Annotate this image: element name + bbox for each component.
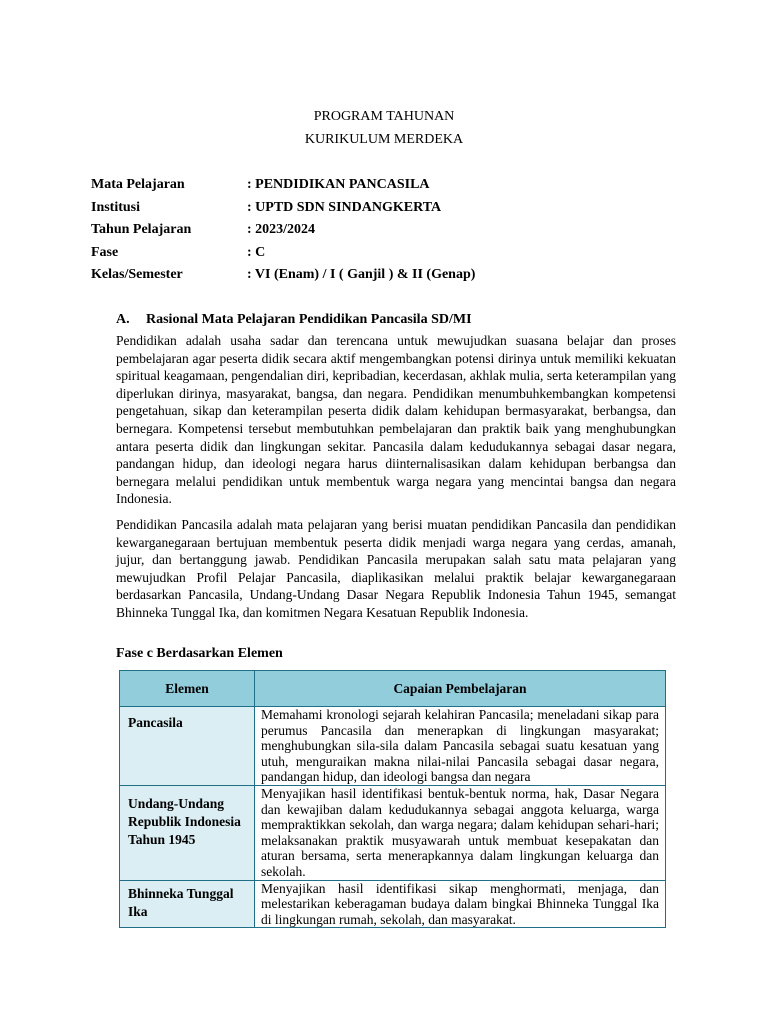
capaian-cell: Menyajikan hasil identifikasi sikap menghormati, menjaga, dan melestarikan keberagaman budaya dalam bingkai Bhinneka Tunggal Ika di lingkungan rumah, sekolah, dan masyarakat. xyxy=(255,880,666,928)
table-row xyxy=(120,707,666,786)
column-header-capaian: Capaian Pembelajaran xyxy=(255,671,666,707)
rationale-paragraph-1: Pendidikan adalah usaha sadar dan terencana untuk mewujudkan suasana belajar dan proses pembelajaran agar peserta didik secara aktif mengembangkan potensi dirinya untuk memiliki kekuatan spiritual keagamaan, pengendalian diri, kepribadian, kecerdasan, akhlak mulia, serta keterampilan yang diperlukan dirinya, masyarakat, bangsa, dan negara. Pendidikan menumbuhkembangkan kompetensi pengetahuan, sikap dan keterampilan peserta didik dalam kehidupan bermasyarakat, berbangsa, dan bernegara. Kompetensi tersebut membutuhkan pembelajaran dan praktik baik yang menghubungkan antara peserta didik dan lingkungan sekitar. Pancasila dalam kedudukannya sebagai dasar negara, pandangan hidup, dan ideologi negara harus diinternalisasikan dalam kehidupan berbangsa dan bernegara melalui pendidikan untuk membentuk warga negara yang mencintai bangsa dan negara Indonesia. xyxy=(116,333,676,507)
fase-heading: Fase c Berdasarkan Elemen xyxy=(116,646,283,661)
section-title: Rasional Mata Pelajaran Pendidikan Pancasila SD/MI xyxy=(146,312,472,327)
identity-row-class xyxy=(91,266,475,289)
identity-label: Institusi xyxy=(91,199,141,215)
identity-label: Kelas/Semester xyxy=(91,267,183,282)
identity-row-phase xyxy=(91,244,475,267)
table-header-row xyxy=(120,671,666,707)
identity-value: : C xyxy=(247,244,266,260)
identity-row-subject xyxy=(91,176,475,199)
identity-label: Tahun Pelajaran xyxy=(91,222,192,237)
section-a-heading xyxy=(116,311,472,329)
rationale-paragraph-2: Pendidikan Pancasila adalah mata pelajaran yang berisi muatan pendidikan Pancasila dan pendidikan kewarganegaraan bertujuan membentuk peserta didik menjadi warga negara yang cerdas, amanah, jujur, dan bertanggung jawab. Pendidikan Pancasila merupakan salah satu mata pelajaran yang mewujudkan Profil Pelajar Pancasila, diaplikasikan melalui praktik belajar kewarganegaraan berdasarkan Pancasila, Undang-Undang Dasar Negara Republik Indonesia Tahun 1945, semangat Bhinneka Tunggal Ika, dan komitmen Negara Kesatuan Republik Indonesia. xyxy=(116,517,676,620)
identity-value: : 2023/2024 xyxy=(247,222,316,237)
capaian-table xyxy=(119,670,666,928)
doc-title-line2: KURIKULUM MERDEKA xyxy=(304,132,464,147)
table-row xyxy=(120,880,666,928)
elemen-cell: Pancasila xyxy=(120,707,255,786)
section-number: A. xyxy=(116,312,130,327)
identity-label: Mata Pelajaran xyxy=(91,177,185,192)
doc-title-line1: PROGRAM TAHUNAN xyxy=(313,109,455,124)
table-row xyxy=(120,785,666,880)
identity-block xyxy=(91,176,475,289)
capaian-cell: Memahami kronologi sejarah kelahiran Pancasila; meneladani sikap para perumus Pancasila dan menerapkan di lingkungan masyarakat; menghubungkan sila-sila dalam Pancasila sebagai suatu kesatuan yang utuh, menguraikan makna nilai-nilai Pancasila sebagai dasar negara, pandangan hidup, dan ideologi bangsa dan negara xyxy=(255,707,666,786)
identity-label: Fase xyxy=(91,244,119,260)
column-header-elemen: Elemen xyxy=(120,671,255,707)
identity-value: : PENDIDIKAN PANCASILA xyxy=(247,177,430,192)
identity-value: : UPTD SDN SINDANGKERTA xyxy=(247,199,442,215)
elemen-cell: Bhinneka Tunggal Ika xyxy=(120,880,255,928)
identity-value: : VI (Enam) / I ( Ganjil ) & II (Genap) xyxy=(247,267,476,282)
elemen-cell: Undang-Undang Republik Indonesia Tahun 1945 xyxy=(120,785,255,880)
capaian-cell: Menyajikan hasil identifikasi bentuk-bentuk norma, hak, Dasar Negara dan kewajiban dalam kedudukannya sebagai anggota keluarga, warga mempraktikkan sekolah, dan warga negara; dalam kehidupan sehari-hari; melaksanakan praktik musyawarah untuk membuat kesepakatan dan aturan bersama, serta menerapkannya dalam lingkungan keluarga dan sekolah. xyxy=(255,785,666,880)
identity-row-institution xyxy=(91,199,475,222)
identity-row-year xyxy=(91,221,475,244)
